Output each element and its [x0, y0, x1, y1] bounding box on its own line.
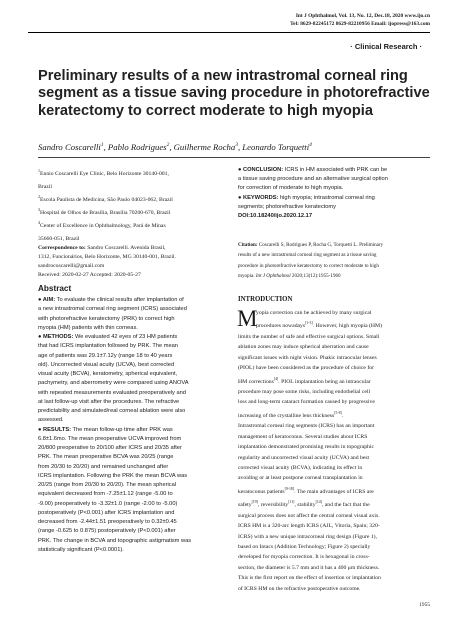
- abstract-line: 20/800 preoperative to 20/100 after ICRS and 20/35 after: [38, 445, 182, 451]
- intro-line: implantation demonstrated promising results in topographic: [238, 444, 375, 451]
- introduction-body: [238, 308, 430, 594]
- article-title: [38, 68, 430, 120]
- abstract-line: equivalent decreased from -7.25±1.12 (range -5.00 to: [38, 491, 173, 498]
- correspondence-line: 1312, Funcionários, Belo Horizonte, MG 30140-001, Brazil.: [38, 254, 176, 260]
- abstract-line: 20/25 (range from 20/30 to 20/20). The mean spherical: [38, 482, 177, 488]
- intro-line: yopia correction can be achieved by many surgical: [256, 310, 372, 316]
- author-name: Leonardo Torquetti: [242, 142, 310, 152]
- intro-line: procedure may pose some risks, including endothelial cell: [238, 388, 371, 395]
- affiliation-line: $^4$Center of Excellence in Ophthalmology, Pará de Minas: [38, 219, 166, 229]
- intro-line: loss and long-term cataract formation caused by progressive: [238, 399, 375, 406]
- abstract-line: assessed.: [38, 417, 64, 424]
- intro-line: keratoconus patients[9-18]. The main advantages of ICRS are: [238, 486, 374, 495]
- intro-line: limits the number of safe and effective surgical options. Small: [238, 333, 380, 340]
- abstract-line: ICRS implantation. Following the PRK the mean BCVA was: [38, 472, 188, 479]
- journal-header-line-1: Int J Ophthalmol, Vol. 13, No. 12, Dec.18, 2020 www.ijo.cn: [295, 13, 430, 19]
- abstract-line: with repeated measurements evaluated preoperatively and: [38, 389, 186, 396]
- intro-line: (PIOL) have been considered as the procedure of choice for: [238, 365, 374, 372]
- abstract-line: for correction of moderate to high myopia.: [238, 185, 344, 192]
- abstract-line: myopia (HM) patients with thin corneas.: [38, 324, 138, 331]
- abstract-continuation: [238, 166, 430, 221]
- citation-line: results of a new intrastromal corneal ring segment as a tissue saving: [238, 252, 377, 259]
- affiliation-line: $^1$Ennio Coscarelli Eye Clinic, Belo Horizonte 30140-001,: [38, 168, 169, 177]
- abstract-line: old). Uncorrected visual acuity (UCVA), best corrected: [38, 361, 175, 368]
- abstract-line: ● RESULTS: The mean follow-up time after PRK was: [38, 426, 173, 433]
- author-affiliation-mark: 1: [100, 142, 104, 149]
- citation-line: myopia. Int J Ophthalmol 2020;13(12):1955-1960: [238, 273, 341, 280]
- author-rule: [38, 157, 430, 158]
- abstract-line: (range -0.625 to 0.875) postoperatively (P<0.001) after: [38, 528, 176, 535]
- abstract-line: at last follow-up visit after the procedures. The refractive: [38, 398, 180, 405]
- intro-line: HM corrections[4]. PIOL implantation being an intraocular: [238, 376, 371, 385]
- intro-line: safety[19], reversibility[11], stability[14], and the fact that the: [238, 500, 370, 509]
- author-list: Sandro Coscarelli$^1$, Pablo Rodrigues$^2$, Guilherme Rocha$^3$, Leonardo Torquetti$^4$: [38, 142, 312, 152]
- affiliations-block: [38, 166, 224, 280]
- abstract-line: ● KEYWORDS: high myopia; intrastromal corneal ring: [238, 194, 375, 201]
- doi-link[interactable]: DOI:10.18240/ijo.2020.12.17: [238, 213, 312, 220]
- affiliation-line: $^3$Hospital de Olhos de Brasília, Brasília 70200-670, Brazil: [38, 206, 171, 216]
- intro-line: avoiding or at least postpone corneal transplantation in: [238, 475, 363, 482]
- author-name: Guilherme Rocha: [173, 142, 236, 152]
- citation-line: procedure in photorefractive keratectomy to correct moderate to high: [238, 262, 379, 269]
- affiliation-line: $^2$Escola Paulista de Medicina, São Paulo 04023-062, Brazil: [38, 193, 173, 203]
- abstract-line: postoperatively (P<0.001) after ICRS implantation and: [38, 509, 175, 516]
- journal-header-line-2: Tel: 8629-82245172 8629-82210956 Email: ijopress@163.com: [290, 21, 430, 27]
- section-tag: · Clinical Research ·: [350, 42, 422, 51]
- abstract-line: visual acuity (BCVA), keratometry, spherical equivalent,: [38, 371, 178, 377]
- abstract-line: -9.00) preoperatively to -3.32±1.0 (range -2.00 to -5.00): [38, 500, 178, 507]
- correspondence-email: sandrocoscarelli@gmail.com: [38, 263, 105, 270]
- intro-line: corrected visual acuity (BCVA), indicating its effect in: [238, 465, 363, 472]
- intro-line: of ICRS HM on the refractive postoperative outcome.: [238, 585, 361, 592]
- correspondence-label: Correspondence to:: [38, 244, 86, 251]
- abstract-line: segments; photorefractive keratectomy: [238, 203, 336, 210]
- abstract-line: statistically significant (P<0.0001).: [38, 546, 124, 553]
- drop-cap: M: [237, 306, 258, 331]
- intro-line: regularity and uncorrected visual acuity (UCVA) and best: [238, 454, 370, 461]
- abstract-line: age of patients was 29.1±7.12y (range 18 to 40 years: [38, 352, 173, 359]
- author-name: Sandro Coscarelli: [38, 142, 101, 152]
- abstract-line: 6.8±1.6mo. The mean preoperative UCVA improved from: [38, 435, 182, 442]
- intro-line: Intrastromal corneal ring segments (ICRS) has an important: [238, 423, 375, 430]
- abstract-line: ● CONCLUSION: ICRS in HM associated with PRK can be: [238, 167, 388, 173]
- intro-first-lines: [238, 308, 430, 332]
- abstract-line: ● METHODS: We evaluated 42 eyes of 23 HM patients: [38, 334, 178, 340]
- intro-line: ICRS HM is a 320-arc length ICRS (AJL, Vitoria, Spain; 320-: [238, 523, 380, 530]
- abstract-body: [38, 296, 224, 555]
- intro-line: management of keratoconus. Several studies about ICRS: [238, 433, 368, 440]
- intro-line: developed for myopia correction. It is hexagonal in cross-: [238, 554, 370, 561]
- abstract-line: from 20/30 to 20/20) and remained unchanged after: [38, 463, 169, 470]
- abstract-line: with photorefractive keratectomy (PRK) to correct high: [38, 315, 175, 322]
- author-affiliation-mark: 2: [166, 142, 170, 149]
- abstract-line: that had ICRS implantation followed by PRK. The mean: [38, 343, 178, 350]
- affiliation-line: Brazil: [38, 183, 52, 190]
- header-rule: [28, 32, 430, 33]
- abstract-line: decreased from -2.44±1.51 preoperatively to 0.32±0.45: [38, 519, 177, 525]
- abstract-line: pachymetry, and aberrometry were compared using ANOVA: [38, 380, 189, 387]
- intro-line: section, the diameter is 5.7 mm and it has a 400 μm thickness.: [238, 564, 380, 571]
- abstract-line: predictability and simulated/real corneal ablation were also: [38, 408, 186, 414]
- intro-line: increasing of the crystalline lens thickness[5-8].: [238, 410, 344, 419]
- abstract-line: PRK. The mean preoperative BCVA was 20/25 (range: [38, 454, 174, 461]
- page-number: 1955: [419, 602, 430, 608]
- title-line: segment as a tissue saving procedure in photorefractive: [38, 85, 430, 102]
- intro-line: significant issues with night vision. Phakic intraocular lenses: [238, 354, 377, 361]
- abstract-line: ● AIM: To evaluate the clinical results after implantation of: [38, 297, 184, 303]
- author-affiliation-mark: 4: [309, 142, 312, 149]
- affiliation-line: 35660-051, Brazil: [38, 235, 80, 242]
- intro-line: procedures nowadays[1-3]. However, high myopia (HM): [256, 321, 382, 330]
- abstract-line: a new intrastromal corneal ring segment (ICRS) associated: [38, 306, 187, 313]
- author-affiliation-mark: 3: [235, 142, 238, 149]
- intro-line: This is the first report on the effect of insertion or implantation: [238, 575, 381, 582]
- intro-line: ICRS) with a new unique intracorneal ring design (Figure 1),: [238, 533, 377, 540]
- abstract-line: a tissue saving procedure and an alternative surgical option: [238, 176, 388, 183]
- dates-line: Received: 2020-02-27 Accepted: 2020-05-27: [38, 272, 141, 279]
- title-line: keratectomy to correct moderate to high myopia: [38, 102, 373, 119]
- author-name: Pablo Rodrigues: [107, 142, 167, 152]
- intro-line: surgical process does not affect the central corneal visual axis.: [238, 512, 380, 519]
- citation-block: [238, 240, 430, 282]
- abstract-line: PRK. The change in BCVA and topographic astigmatism was: [38, 537, 192, 544]
- citation-line: Citation: Coscarelli S, Rodrigues P, Rocha G, Torquetti L. Preliminary: [238, 242, 384, 248]
- correspondence-line: Correspondence to: Sandro Coscarelli. Avenida Brasil,: [38, 244, 166, 251]
- introduction-heading: INTRODUCTION: [238, 296, 293, 303]
- title-line: Preliminary results of a new intrastromal corneal ring: [38, 68, 408, 84]
- intro-line: ablation zones may induce spherical aberration and cause: [238, 344, 369, 351]
- intro-line: based on Intacs (Addition Technology; Figure 2) specially: [238, 543, 371, 550]
- abstract-heading: Abstract: [38, 284, 72, 293]
